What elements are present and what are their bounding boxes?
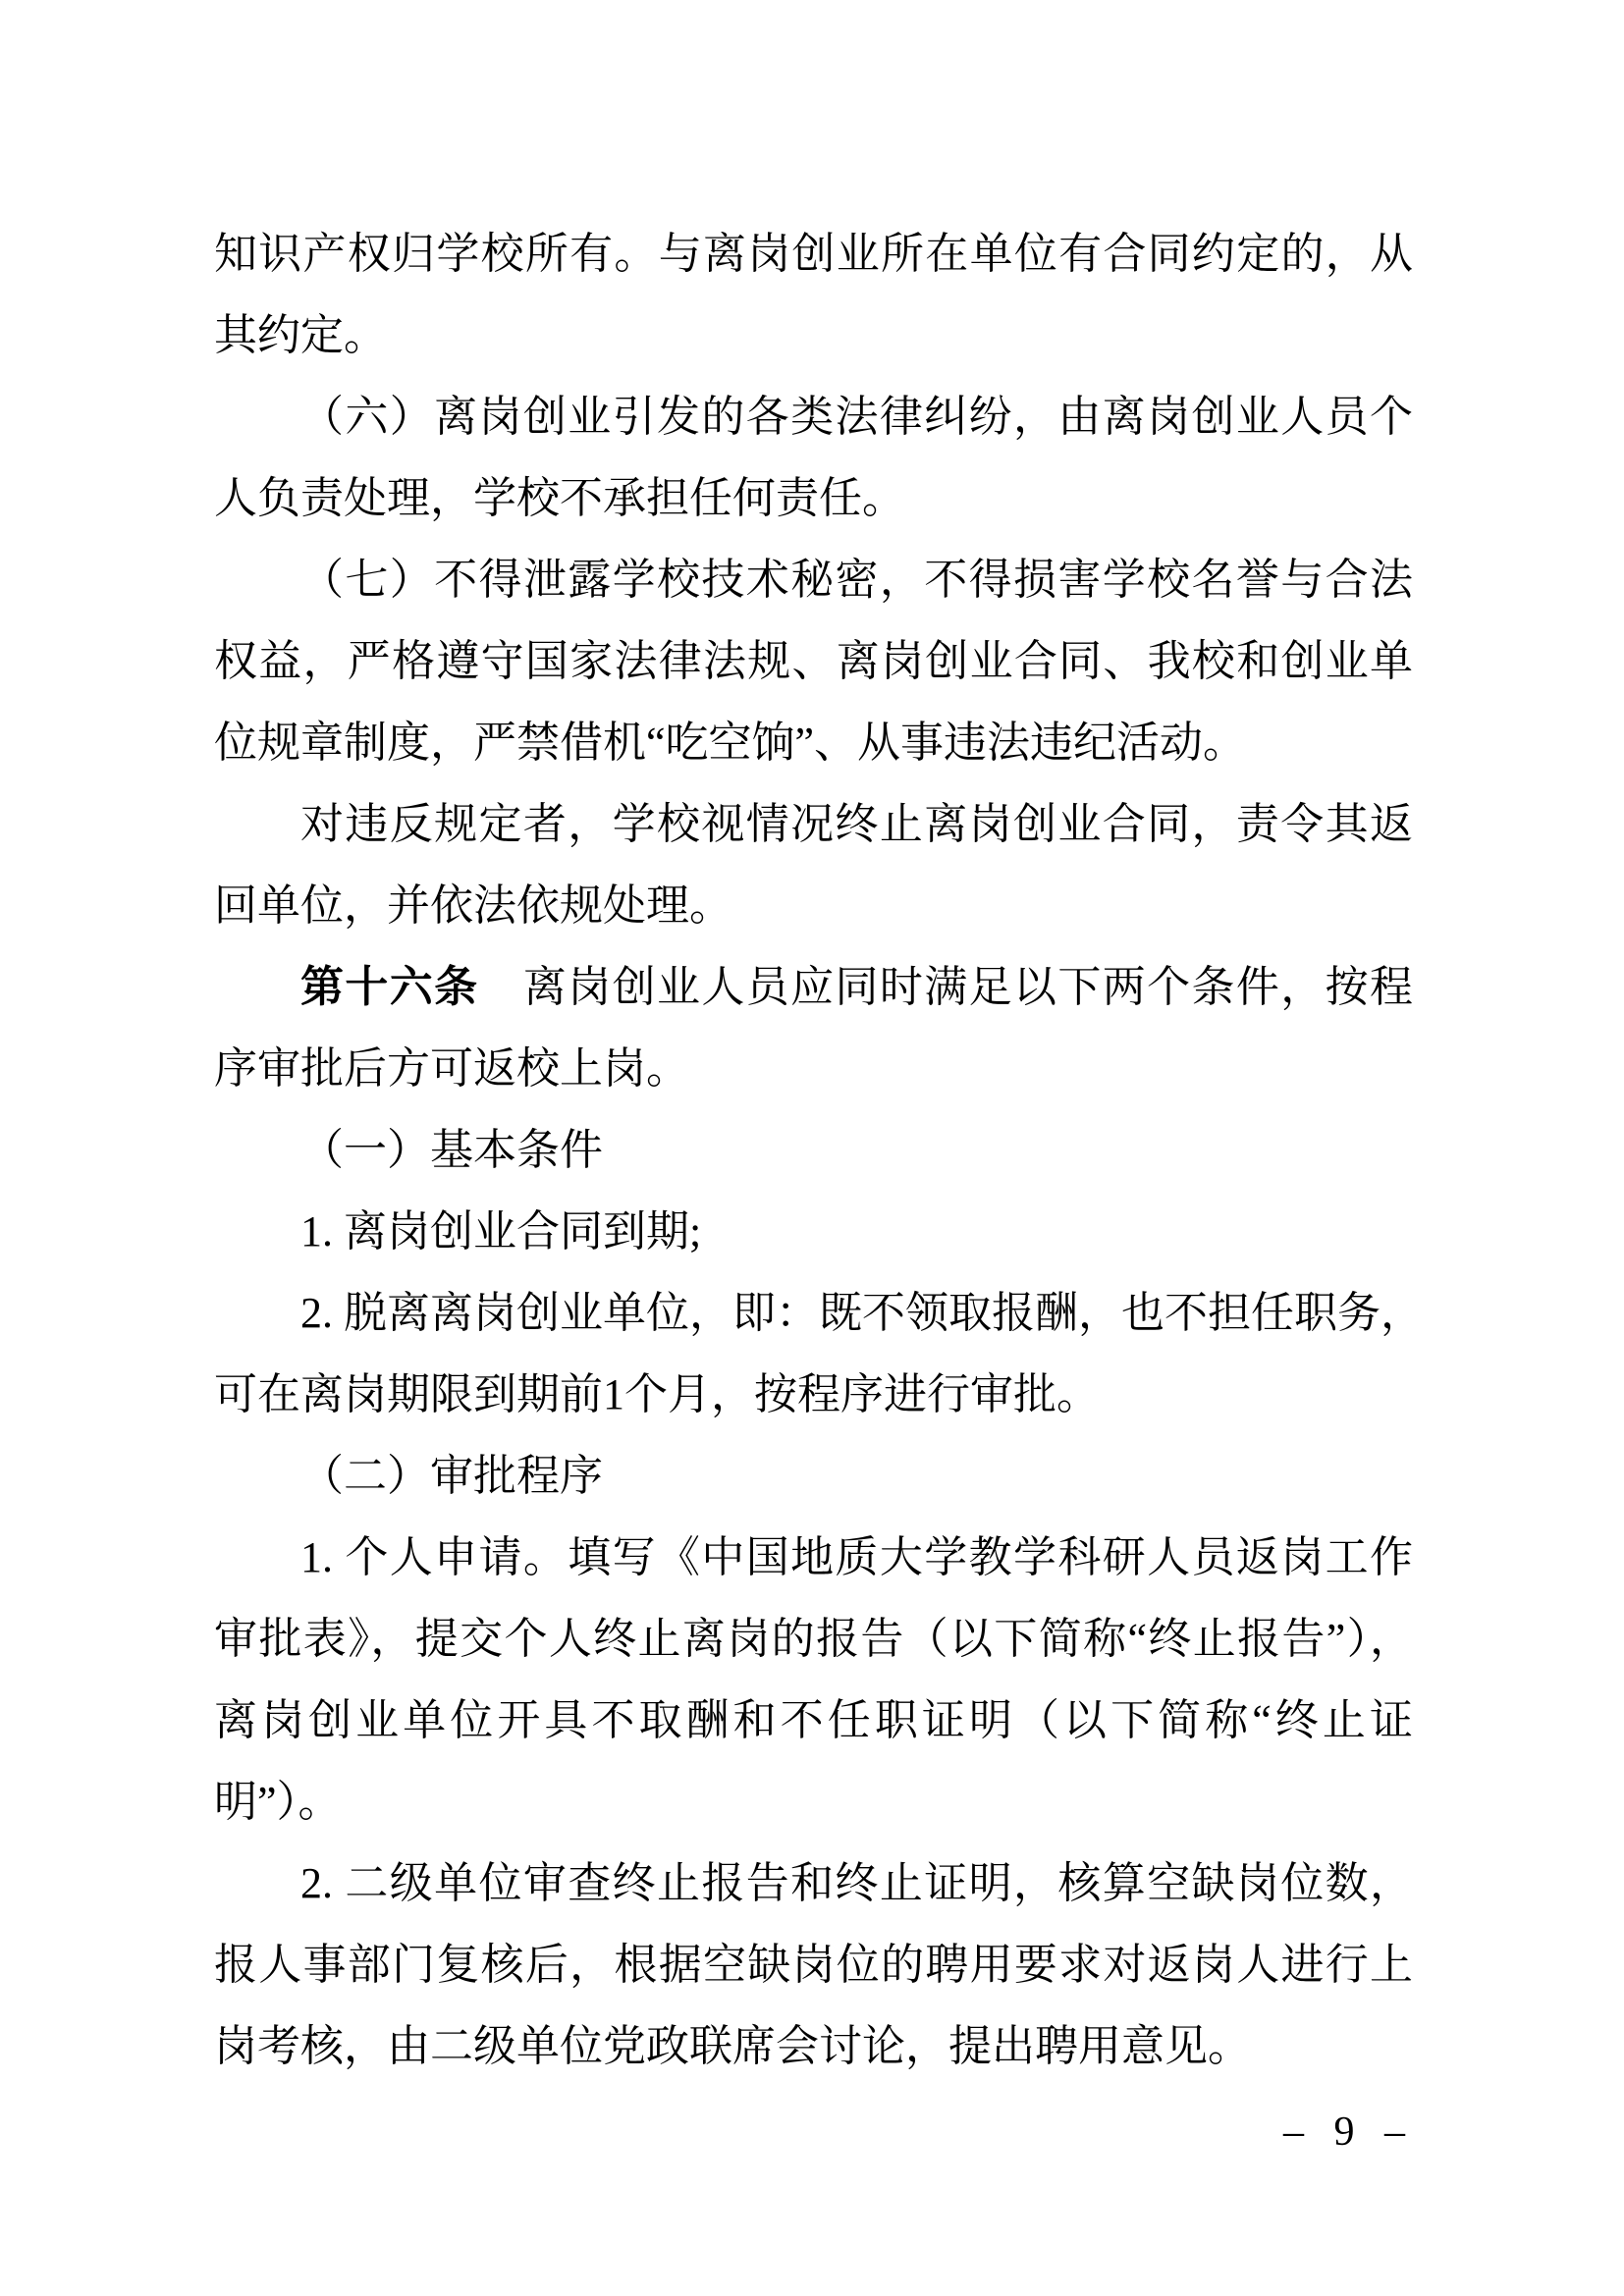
text-line: 审批表》，提交个人终止离岗的报告（以下简称“终止报告”）， [214, 1615, 1413, 1663]
text-line: 离岗创业单位开具不取酬和不任职证明（以下简称“终止证 [214, 1696, 1413, 1744]
text-line: （二）审批程序 [300, 1452, 603, 1500]
text-line: 2. 二级单位审查终止报告和终止证明，核算空缺岗位数， [300, 1859, 1413, 1907]
text-line: （一）基本条件 [300, 1126, 603, 1174]
article-number: 第十六条 [300, 963, 479, 1011]
text-line: （七）不得泄露学校技术秘密，不得损害学校名誉与合法 [300, 556, 1413, 604]
text-line: 2. 脱离离岗创业单位，即：既不领取报酬，也不担任职务， [300, 1289, 1424, 1337]
text-line: 回单位，并依法依规处理。 [214, 881, 732, 930]
text-line: 序审批后方可返校上岗。 [214, 1044, 689, 1093]
text-line: （六）离岗创业引发的各类法律纠纷，由离岗创业人员个 [300, 393, 1413, 441]
text-line: 知识产权归学校所有。与离岗创业所在单位有合同约定的，从 [214, 230, 1413, 278]
text-line [214, 946, 1413, 1028]
text-line: 岗考核，由二级单位党政联席会讨论，提出聘用意见。 [214, 2022, 1251, 2070]
page-number: – 9 – [1283, 2109, 1415, 2155]
text-line: 其约定。 [214, 311, 387, 359]
text-line: 报人事部门复核后，根据空缺岗位的聘用要求对返岗人进行上 [214, 1941, 1413, 1989]
text-line: 1. 离岗创业合同到期; [300, 1207, 702, 1255]
text-line: 人负责处理，学校不承担任何责任。 [214, 474, 905, 522]
article-text: 离岗创业人员应同时满足以下两个条件，按程 [478, 963, 1413, 1011]
body-text [214, 213, 1424, 2087]
text-line: 明”）。 [214, 1778, 342, 1826]
text-line: 位规章制度，严禁借机“吃空饷”、从事违法违纪活动。 [214, 719, 1247, 767]
text-line: 权益，严格遵守国家法律法规、离岗创业合同、我校和创业单 [214, 637, 1413, 685]
text-line: 对违反规定者，学校视情况终止离岗创业合同，责令其返 [300, 800, 1413, 848]
text-line: 可在离岗期限到期前1个月，按程序进行审批。 [214, 1370, 1100, 1418]
text-line: 1. 个人申请。填写《中国地质大学教学科研人员返岗工作 [300, 1533, 1413, 1581]
